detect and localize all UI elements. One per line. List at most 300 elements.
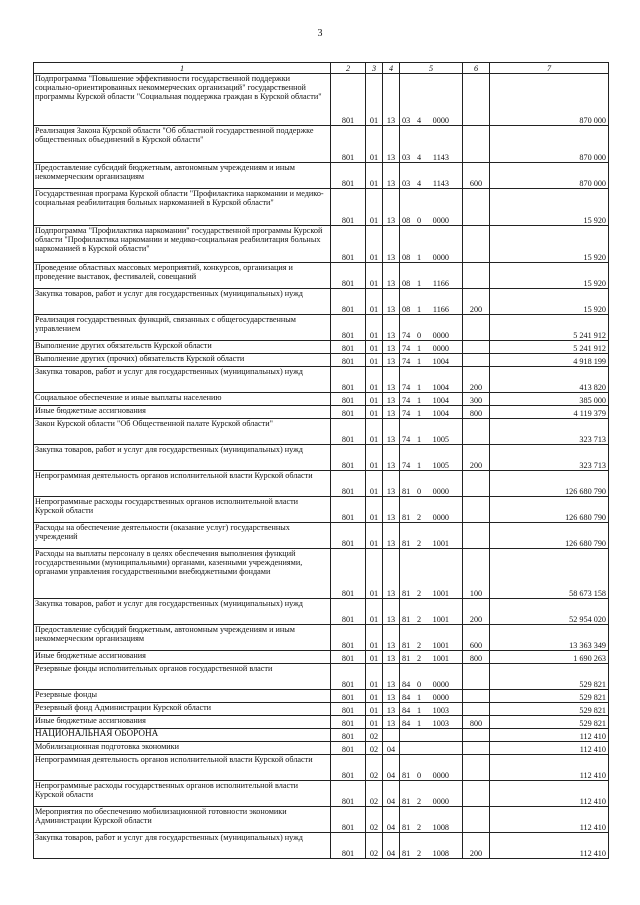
row-col-7: 52 954 020 — [490, 599, 609, 625]
row-col-5 — [400, 471, 463, 497]
row-col-6 — [463, 729, 490, 742]
table-row — [34, 289, 609, 315]
row-col-6 — [463, 471, 490, 497]
row-col-5-b: 4 — [416, 179, 422, 188]
row-col-4: 13 — [383, 523, 400, 549]
row-col-4: 13 — [383, 226, 400, 263]
row-col-5 — [400, 189, 463, 226]
row-col-5-b: 1 — [416, 461, 422, 470]
row-col-5 — [400, 729, 463, 742]
row-col-4: 13 — [383, 549, 400, 599]
row-col-5-b: 1 — [416, 409, 422, 418]
row-col-5-c: 1008 — [432, 849, 449, 858]
row-col-5-c: 1004 — [432, 357, 449, 366]
row-name: Подпрограмма "Профилактика наркомании" государственной программы Курской области "Профилактика наркомании и медико-социальная реабилитация больных наркоманией в Курской области" — [34, 226, 331, 263]
row-col-5-b: 2 — [416, 539, 422, 548]
row-name: Выполнение других (прочих) обязательств Курской области — [34, 354, 331, 367]
row-col-5-c: 1001 — [432, 641, 449, 650]
row-col-3: 01 — [366, 74, 383, 126]
row-col-5-a: 81 — [402, 849, 411, 858]
row-col-5-b: 1 — [416, 279, 422, 288]
row-col-4: 13 — [383, 354, 400, 367]
row-col-5 — [400, 163, 463, 189]
header-col-5: 5 — [400, 63, 463, 74]
row-col-5-a: 84 — [402, 719, 411, 728]
row-col-3: 01 — [366, 341, 383, 354]
row-name: Закупка товаров, работ и услуг для государственных (муниципальных) нужд — [34, 367, 331, 393]
table-row — [34, 664, 609, 690]
row-col-7: 15 920 — [490, 263, 609, 289]
row-col-4: 13 — [383, 690, 400, 703]
row-col-5 — [400, 406, 463, 419]
row-name: Закон Курской области "Об Общественной палате Курской области" — [34, 419, 331, 445]
row-col-6 — [463, 523, 490, 549]
row-col-2: 801 — [331, 755, 366, 781]
row-col-4: 13 — [383, 289, 400, 315]
row-col-5 — [400, 781, 463, 807]
table-row — [34, 419, 609, 445]
row-col-5-b: 2 — [416, 615, 422, 624]
row-col-5-c: 1003 — [432, 719, 449, 728]
table-row — [34, 74, 609, 126]
row-col-2: 801 — [331, 74, 366, 126]
row-name: Социальное обеспечение и иные выплаты населению — [34, 393, 331, 406]
row-name: Предоставление субсидий бюджетным, автономным учреждениям и иным некоммерческим организациям — [34, 625, 331, 651]
row-col-3: 02 — [366, 807, 383, 833]
row-col-6: 600 — [463, 625, 490, 651]
row-name: Резервные фонды — [34, 690, 331, 703]
row-col-5-c: 0000 — [432, 513, 449, 522]
row-col-5-a: 81 — [402, 797, 411, 806]
row-col-5-b: 2 — [416, 849, 422, 858]
row-col-5-b: 4 — [416, 116, 422, 125]
row-col-6 — [463, 189, 490, 226]
row-col-4: 04 — [383, 755, 400, 781]
row-col-3: 01 — [366, 497, 383, 523]
row-col-5 — [400, 549, 463, 599]
row-col-4: 13 — [383, 263, 400, 289]
row-name: Закупка товаров, работ и услуг для государственных (муниципальных) нужд — [34, 833, 331, 859]
row-col-7: 4 918 199 — [490, 354, 609, 367]
row-col-5-a: 74 — [402, 396, 411, 405]
table-row — [34, 497, 609, 523]
row-col-3: 01 — [366, 599, 383, 625]
row-col-5 — [400, 74, 463, 126]
row-name: Выполнение других обязательств Курской области — [34, 341, 331, 354]
row-col-6: 800 — [463, 406, 490, 419]
row-col-7: 529 821 — [490, 690, 609, 703]
header-col-1: 1 — [34, 63, 331, 74]
table-row — [34, 406, 609, 419]
row-col-3: 01 — [366, 549, 383, 599]
row-col-4: 13 — [383, 625, 400, 651]
row-col-5-a: 81 — [402, 589, 411, 598]
table-body — [34, 74, 609, 859]
row-col-7: 529 821 — [490, 664, 609, 690]
row-col-5-a: 81 — [402, 539, 411, 548]
row-col-3: 01 — [366, 445, 383, 471]
row-col-3: 02 — [366, 755, 383, 781]
row-col-4: 13 — [383, 163, 400, 189]
row-col-5-c: 0000 — [432, 693, 449, 702]
row-col-5-b: 2 — [416, 641, 422, 650]
row-col-4: 13 — [383, 393, 400, 406]
row-col-7: 870 000 — [490, 126, 609, 163]
row-col-7: 15 920 — [490, 289, 609, 315]
row-col-5-b: 1 — [416, 719, 422, 728]
row-col-5-c: 1004 — [432, 383, 449, 392]
table-row — [34, 523, 609, 549]
row-col-5 — [400, 523, 463, 549]
row-col-3: 01 — [366, 289, 383, 315]
table-row — [34, 742, 609, 755]
row-col-2: 801 — [331, 651, 366, 664]
row-col-7: 5 241 912 — [490, 341, 609, 354]
row-col-6 — [463, 703, 490, 716]
row-col-4: 13 — [383, 189, 400, 226]
row-col-6: 300 — [463, 393, 490, 406]
row-col-6 — [463, 341, 490, 354]
row-col-5-c: 0000 — [432, 253, 449, 262]
row-col-2: 801 — [331, 126, 366, 163]
row-col-5-c: 0000 — [432, 680, 449, 689]
row-col-5-c: 1001 — [432, 615, 449, 624]
row-col-3: 01 — [366, 703, 383, 716]
row-col-5-c: 1003 — [432, 706, 449, 715]
table-row — [34, 807, 609, 833]
table-row — [34, 755, 609, 781]
row-col-6: 800 — [463, 716, 490, 729]
row-col-4 — [383, 729, 400, 742]
row-col-3: 01 — [366, 393, 383, 406]
row-name: Подпрограмма "Повышение эффективности государственной поддержки социально-ориентированных некоммерческих организаций" государственной программы Курской области "Социальная поддержка граждан в Курской области" — [34, 74, 331, 126]
header-col-2: 2 — [331, 63, 366, 74]
row-col-6 — [463, 742, 490, 755]
row-col-5-a: 03 — [402, 179, 411, 188]
row-col-6: 200 — [463, 289, 490, 315]
row-col-4: 13 — [383, 651, 400, 664]
row-col-2: 801 — [331, 163, 366, 189]
row-col-4: 13 — [383, 664, 400, 690]
row-col-5 — [400, 263, 463, 289]
row-col-3: 01 — [366, 716, 383, 729]
row-col-6 — [463, 263, 490, 289]
table-row — [34, 729, 609, 742]
row-col-3: 01 — [366, 126, 383, 163]
row-col-5 — [400, 126, 463, 163]
row-col-6 — [463, 419, 490, 445]
row-col-5-a: 74 — [402, 331, 411, 340]
row-name: Мероприятия по обеспечению мобилизационной готовности экономики Администрации Курской области — [34, 807, 331, 833]
row-col-5-a: 84 — [402, 706, 411, 715]
row-col-7: 385 000 — [490, 393, 609, 406]
row-name: Иные бюджетные ассигнования — [34, 406, 331, 419]
row-name: Закупка товаров, работ и услуг для государственных (муниципальных) нужд — [34, 445, 331, 471]
row-col-5-c: 1001 — [432, 654, 449, 663]
row-col-2: 801 — [331, 226, 366, 263]
row-col-5-a: 74 — [402, 461, 411, 470]
row-col-2: 801 — [331, 625, 366, 651]
row-col-5-b: 1 — [416, 305, 422, 314]
row-name: Государственная програма Курской области "Профилактика наркомании и медико-социальная реабилитация больных наркоманией в Курской области" — [34, 189, 331, 226]
table-row — [34, 226, 609, 263]
row-col-5-b: 1 — [416, 396, 422, 405]
row-col-4: 13 — [383, 497, 400, 523]
row-col-7: 126 680 790 — [490, 497, 609, 523]
row-col-7: 13 363 349 — [490, 625, 609, 651]
row-col-2: 801 — [331, 523, 366, 549]
row-col-4: 13 — [383, 703, 400, 716]
row-col-5-a: 84 — [402, 693, 411, 702]
row-name: Иные бюджетные ассигнования — [34, 716, 331, 729]
table-row — [34, 599, 609, 625]
row-col-2: 801 — [331, 393, 366, 406]
row-col-6 — [463, 126, 490, 163]
row-name: Непрограммные расходы государственных органов исполнительной власти Курской области — [34, 781, 331, 807]
row-col-7: 112 410 — [490, 807, 609, 833]
row-col-5-a: 08 — [402, 216, 411, 225]
row-col-2: 801 — [331, 263, 366, 289]
row-col-5-a: 08 — [402, 253, 411, 262]
row-col-5-c: 1166 — [432, 305, 449, 314]
row-col-5-c: 1008 — [432, 823, 449, 832]
table-row — [34, 189, 609, 226]
row-col-2: 801 — [331, 599, 366, 625]
row-col-4: 04 — [383, 742, 400, 755]
row-col-4: 04 — [383, 833, 400, 859]
row-col-5-c: 0000 — [432, 344, 449, 353]
row-col-5-c: 1166 — [432, 279, 449, 288]
row-col-3: 01 — [366, 226, 383, 263]
row-col-7: 126 680 790 — [490, 523, 609, 549]
row-col-4: 04 — [383, 807, 400, 833]
row-col-3: 01 — [366, 523, 383, 549]
table-row — [34, 393, 609, 406]
row-col-7: 870 000 — [490, 163, 609, 189]
row-col-6 — [463, 354, 490, 367]
row-col-5-b: 0 — [416, 487, 422, 496]
row-col-3: 01 — [366, 406, 383, 419]
row-name: Непрограммные расходы государственных органов исполнительной власти Курской области — [34, 497, 331, 523]
row-col-5-c: 0000 — [432, 487, 449, 496]
row-col-4: 13 — [383, 341, 400, 354]
row-col-7: 112 410 — [490, 781, 609, 807]
row-col-5 — [400, 755, 463, 781]
row-col-2: 801 — [331, 354, 366, 367]
table-row — [34, 651, 609, 664]
table-row — [34, 781, 609, 807]
row-col-5-c: 1004 — [432, 409, 449, 418]
table-row — [34, 549, 609, 599]
row-col-5 — [400, 833, 463, 859]
row-col-7: 4 119 379 — [490, 406, 609, 419]
row-col-3: 01 — [366, 263, 383, 289]
row-col-2: 801 — [331, 406, 366, 419]
row-col-5-b: 2 — [416, 589, 422, 598]
row-col-7: 870 000 — [490, 74, 609, 126]
row-col-2: 801 — [331, 716, 366, 729]
row-col-6 — [463, 690, 490, 703]
row-col-4: 13 — [383, 599, 400, 625]
row-name: Закупка товаров, работ и услуг для государственных (муниципальных) нужд — [34, 289, 331, 315]
row-col-3: 02 — [366, 833, 383, 859]
row-col-3: 01 — [366, 367, 383, 393]
table-row — [34, 690, 609, 703]
row-col-5-a: 81 — [402, 641, 411, 650]
row-col-5-b: 2 — [416, 797, 422, 806]
row-col-3: 02 — [366, 781, 383, 807]
row-col-5 — [400, 664, 463, 690]
row-col-3: 01 — [366, 354, 383, 367]
row-col-5-b: 1 — [416, 693, 422, 702]
row-col-5-a: 81 — [402, 654, 411, 663]
row-name: Закупка товаров, работ и услуг для государственных (муниципальных) нужд — [34, 599, 331, 625]
row-col-4: 13 — [383, 716, 400, 729]
row-col-5 — [400, 703, 463, 716]
row-col-5-c: 1001 — [432, 539, 449, 548]
table-row — [34, 315, 609, 341]
row-col-3: 01 — [366, 163, 383, 189]
table-row — [34, 163, 609, 189]
row-col-5-b: 0 — [416, 680, 422, 689]
table-row — [34, 341, 609, 354]
row-name: Реализация Закона Курской области "Об областной государственной поддержке общественных объединений в Курской области" — [34, 126, 331, 163]
row-col-5-b: 2 — [416, 823, 422, 832]
row-col-5 — [400, 599, 463, 625]
page-number: 3 — [317, 28, 323, 39]
row-col-7: 323 713 — [490, 445, 609, 471]
row-col-5-c: 1005 — [432, 461, 449, 470]
row-col-5-a: 81 — [402, 771, 411, 780]
row-col-5-a: 03 — [402, 116, 411, 125]
row-col-5 — [400, 289, 463, 315]
row-col-5-c: 0000 — [432, 116, 449, 125]
row-col-7: 15 920 — [490, 189, 609, 226]
row-col-5 — [400, 742, 463, 755]
row-col-5-a: 84 — [402, 680, 411, 689]
row-col-5-a: 08 — [402, 305, 411, 314]
row-col-7: 5 241 912 — [490, 315, 609, 341]
row-col-5 — [400, 651, 463, 664]
row-col-6: 600 — [463, 163, 490, 189]
row-col-5-b: 0 — [416, 771, 422, 780]
row-col-2: 801 — [331, 471, 366, 497]
row-col-5-a: 81 — [402, 487, 411, 496]
row-col-2: 801 — [331, 189, 366, 226]
row-col-2: 801 — [331, 497, 366, 523]
row-col-3: 01 — [366, 315, 383, 341]
row-col-7: 413 820 — [490, 367, 609, 393]
row-col-5-a: 74 — [402, 409, 411, 418]
row-col-2: 801 — [331, 742, 366, 755]
row-col-5-c: 0000 — [432, 797, 449, 806]
row-col-5-c: 1005 — [432, 435, 449, 444]
header-col-6: 6 — [463, 63, 490, 74]
row-col-5-b: 1 — [416, 435, 422, 444]
row-col-5 — [400, 690, 463, 703]
row-col-3: 02 — [366, 729, 383, 742]
row-col-7: 112 410 — [490, 729, 609, 742]
row-col-5 — [400, 341, 463, 354]
header-col-3: 3 — [366, 63, 383, 74]
row-col-2: 801 — [331, 341, 366, 354]
row-col-5-b: 1 — [416, 344, 422, 353]
row-col-4: 13 — [383, 74, 400, 126]
row-col-5-b: 2 — [416, 513, 422, 522]
row-col-3: 01 — [366, 625, 383, 651]
row-col-5 — [400, 354, 463, 367]
row-col-4: 13 — [383, 126, 400, 163]
row-col-2: 801 — [331, 703, 366, 716]
row-col-5 — [400, 226, 463, 263]
row-col-6 — [463, 807, 490, 833]
row-col-5-a: 74 — [402, 435, 411, 444]
table-row — [34, 126, 609, 163]
row-col-6 — [463, 226, 490, 263]
row-col-5-b: 1 — [416, 253, 422, 262]
row-col-3: 02 — [366, 742, 383, 755]
row-col-4: 13 — [383, 406, 400, 419]
row-name: Мобилизационная подготовка экономики — [34, 742, 331, 755]
row-col-5-b: 0 — [416, 331, 422, 340]
row-col-5-c: 1001 — [432, 589, 449, 598]
row-name: Иные бюджетные ассигнования — [34, 651, 331, 664]
row-col-2: 801 — [331, 289, 366, 315]
row-name: Непрограммная деятельность органов исполнительной власти Курской области — [34, 471, 331, 497]
row-col-6: 200 — [463, 367, 490, 393]
row-col-6 — [463, 781, 490, 807]
row-col-5-c: 1143 — [432, 179, 449, 188]
table-row — [34, 263, 609, 289]
row-col-4: 13 — [383, 445, 400, 471]
row-name: Предоставление субсидий бюджетным, автономным учреждениям и иным некоммерческим организациям — [34, 163, 331, 189]
table-row — [34, 833, 609, 859]
row-col-2: 801 — [331, 315, 366, 341]
row-col-2: 801 — [331, 419, 366, 445]
table-row — [34, 625, 609, 651]
row-col-7: 126 680 790 — [490, 471, 609, 497]
row-col-2: 801 — [331, 781, 366, 807]
row-col-6 — [463, 497, 490, 523]
row-col-4: 13 — [383, 315, 400, 341]
row-col-3: 01 — [366, 419, 383, 445]
budget-table — [33, 62, 609, 859]
row-col-5-c: 1004 — [432, 396, 449, 405]
row-col-5 — [400, 315, 463, 341]
row-col-4: 04 — [383, 781, 400, 807]
row-col-7: 112 410 — [490, 755, 609, 781]
row-col-3: 01 — [366, 189, 383, 226]
row-col-7: 112 410 — [490, 833, 609, 859]
row-col-5 — [400, 367, 463, 393]
row-col-7: 323 713 — [490, 419, 609, 445]
row-col-2: 801 — [331, 729, 366, 742]
row-name: Расходы на выплаты персоналу в целях обеспечения выполнения функций государственными (муниципальными) органами, казенными учреждениями, органами управления государственными внебюджетными фондами — [34, 549, 331, 599]
row-col-3: 01 — [366, 471, 383, 497]
table-row — [34, 445, 609, 471]
row-col-6 — [463, 664, 490, 690]
row-col-4: 13 — [383, 419, 400, 445]
row-col-5-a: 74 — [402, 383, 411, 392]
row-col-6: 100 — [463, 549, 490, 599]
row-col-5 — [400, 445, 463, 471]
row-name: Резервный фонд Администрации Курской области — [34, 703, 331, 716]
table-row — [34, 354, 609, 367]
table-row — [34, 367, 609, 393]
row-col-6: 200 — [463, 599, 490, 625]
row-col-6 — [463, 74, 490, 126]
row-col-2: 801 — [331, 690, 366, 703]
